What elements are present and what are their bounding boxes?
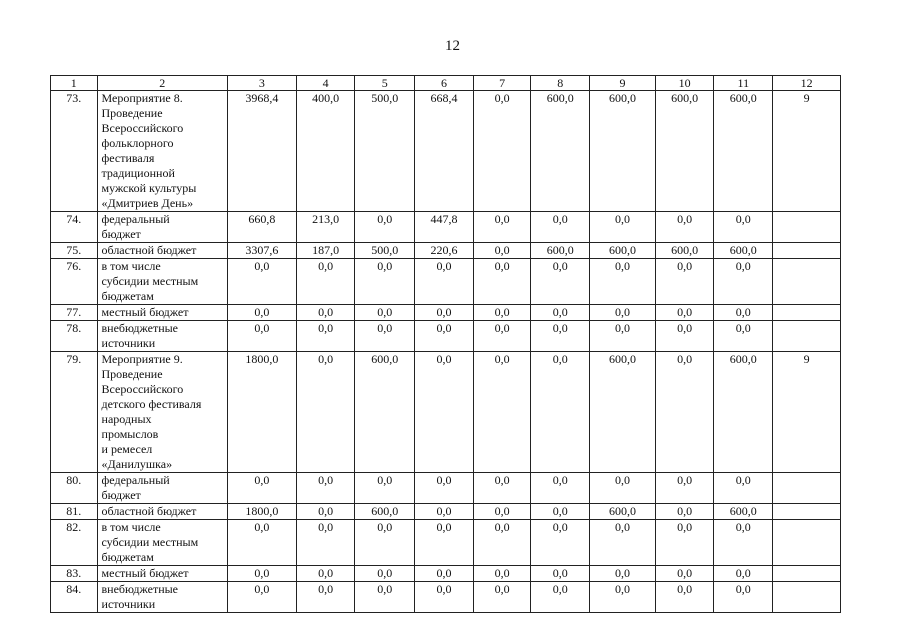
row-name <box>97 352 227 473</box>
value-cell: 0,0 <box>590 566 656 582</box>
row-number: 82. <box>51 520 98 566</box>
value-cell: 0,0 <box>296 352 355 473</box>
value-cell: 0,0 <box>415 352 474 473</box>
column-header: 3 <box>228 76 297 91</box>
table-row <box>51 566 841 582</box>
value-cell: 0,0 <box>228 473 297 504</box>
row-number: 84. <box>51 582 98 613</box>
column-12-cell <box>773 243 841 259</box>
column-12-cell <box>773 504 841 520</box>
value-cell: 0,0 <box>714 212 773 243</box>
value-cell: 0,0 <box>714 259 773 305</box>
row-name-line: народных <box>101 412 152 426</box>
value-cell: 0,0 <box>296 566 355 582</box>
value-cell: 0,0 <box>473 352 531 473</box>
value-cell: 0,0 <box>228 305 297 321</box>
value-cell: 668,4 <box>415 91 474 212</box>
column-12-cell <box>773 473 841 504</box>
row-name-line: Проведение <box>101 106 163 120</box>
value-cell: 600,0 <box>531 91 590 212</box>
row-number: 76. <box>51 259 98 305</box>
table-row <box>51 91 841 212</box>
row-name <box>97 321 227 352</box>
value-cell: 0,0 <box>355 473 415 504</box>
row-name <box>97 566 227 582</box>
value-cell: 1800,0 <box>228 504 297 520</box>
value-cell: 0,0 <box>655 352 714 473</box>
value-cell: 220,6 <box>415 243 474 259</box>
row-name-line: местный бюджет <box>101 305 189 319</box>
page-number: 12 <box>445 38 460 54</box>
value-cell: 0,0 <box>355 582 415 613</box>
column-header: 7 <box>473 76 531 91</box>
value-cell: 0,0 <box>296 520 355 566</box>
value-cell: 0,0 <box>590 473 656 504</box>
value-cell: 600,0 <box>655 243 714 259</box>
row-number: 73. <box>51 91 98 212</box>
row-number: 77. <box>51 305 98 321</box>
row-name-line: Всероссийского <box>101 382 184 396</box>
table-row <box>51 212 841 243</box>
row-name-line: внебюджетные <box>101 582 179 596</box>
row-name <box>97 305 227 321</box>
value-cell: 0,0 <box>531 566 590 582</box>
value-cell: 0,0 <box>473 91 531 212</box>
value-cell: 0,0 <box>590 259 656 305</box>
table-row <box>51 305 841 321</box>
row-name-line: бюджетам <box>101 289 154 303</box>
value-cell: 0,0 <box>531 305 590 321</box>
value-cell: 447,8 <box>415 212 474 243</box>
column-12-cell <box>773 520 841 566</box>
row-name-line: мужской культуры <box>101 181 197 195</box>
value-cell: 0,0 <box>714 520 773 566</box>
value-cell: 600,0 <box>714 243 773 259</box>
row-number: 79. <box>51 352 98 473</box>
value-cell: 0,0 <box>531 582 590 613</box>
row-name-line: традиционной <box>101 166 175 180</box>
column-header: 10 <box>655 76 714 91</box>
value-cell: 3968,4 <box>228 91 297 212</box>
value-cell: 0,0 <box>415 504 474 520</box>
table-row <box>51 321 841 352</box>
row-name-line: местный бюджет <box>101 566 189 580</box>
value-cell: 187,0 <box>296 243 355 259</box>
value-cell: 600,0 <box>590 243 656 259</box>
value-cell: 0,0 <box>590 321 656 352</box>
row-name-line: федеральный <box>101 473 170 487</box>
value-cell: 0,0 <box>473 473 531 504</box>
column-12-cell <box>773 259 841 305</box>
value-cell: 600,0 <box>590 352 656 473</box>
value-cell: 0,0 <box>415 520 474 566</box>
value-cell: 0,0 <box>655 473 714 504</box>
row-name-line: источники <box>101 336 156 350</box>
value-cell: 0,0 <box>590 212 656 243</box>
column-header: 6 <box>415 76 474 91</box>
value-cell: 0,0 <box>473 566 531 582</box>
row-name <box>97 520 227 566</box>
value-cell: 0,0 <box>415 305 474 321</box>
value-cell: 213,0 <box>296 212 355 243</box>
column-header: 8 <box>531 76 590 91</box>
row-name-line: фестиваля <box>101 151 155 165</box>
value-cell: 0,0 <box>228 520 297 566</box>
column-12-cell <box>773 566 841 582</box>
value-cell: 0,0 <box>531 212 590 243</box>
value-cell: 0,0 <box>655 520 714 566</box>
value-cell: 0,0 <box>531 352 590 473</box>
row-name-line: субсидии местным <box>101 535 199 549</box>
column-header: 1 <box>51 76 98 91</box>
row-name <box>97 473 227 504</box>
value-cell: 0,0 <box>714 321 773 352</box>
value-cell: 0,0 <box>296 305 355 321</box>
value-cell: 0,0 <box>531 259 590 305</box>
column-12-cell <box>773 582 841 613</box>
row-name-line: Всероссийского <box>101 121 184 135</box>
table-body <box>51 91 841 613</box>
row-number: 75. <box>51 243 98 259</box>
value-cell: 0,0 <box>228 321 297 352</box>
row-number: 80. <box>51 473 98 504</box>
value-cell: 600,0 <box>714 91 773 212</box>
value-cell: 0,0 <box>355 321 415 352</box>
value-cell: 500,0 <box>355 243 415 259</box>
row-name <box>97 212 227 243</box>
row-name-line: областной бюджет <box>101 504 197 518</box>
row-name-line: промыслов <box>101 427 159 441</box>
row-name-line: Мероприятие 9. <box>101 352 183 366</box>
value-cell: 0,0 <box>473 520 531 566</box>
column-12-cell <box>773 212 841 243</box>
row-name-line: «Данилушка» <box>101 457 173 471</box>
row-name-line: областной бюджет <box>101 243 197 257</box>
row-name <box>97 582 227 613</box>
row-number: 78. <box>51 321 98 352</box>
column-header: 2 <box>97 76 227 91</box>
value-cell: 400,0 <box>296 91 355 212</box>
value-cell: 0,0 <box>415 566 474 582</box>
value-cell: 0,0 <box>655 504 714 520</box>
value-cell: 0,0 <box>296 504 355 520</box>
value-cell: 0,0 <box>296 259 355 305</box>
value-cell: 0,0 <box>228 259 297 305</box>
value-cell: 600,0 <box>714 504 773 520</box>
table-row <box>51 243 841 259</box>
value-cell: 0,0 <box>714 473 773 504</box>
row-name <box>97 91 227 212</box>
column-header: 11 <box>714 76 773 91</box>
column-12-cell: 9 <box>773 352 841 473</box>
value-cell: 0,0 <box>531 504 590 520</box>
value-cell: 0,0 <box>228 566 297 582</box>
value-cell: 0,0 <box>355 212 415 243</box>
value-cell: 0,0 <box>655 566 714 582</box>
value-cell: 0,0 <box>714 305 773 321</box>
value-cell: 0,0 <box>473 321 531 352</box>
column-header: 12 <box>773 76 841 91</box>
value-cell: 0,0 <box>473 582 531 613</box>
row-name-line: и ремесел <box>101 442 153 456</box>
value-cell: 0,0 <box>655 212 714 243</box>
value-cell: 500,0 <box>355 91 415 212</box>
row-name-line: субсидии местным <box>101 274 199 288</box>
row-name-line: детского фестиваля <box>101 397 202 411</box>
table-row <box>51 473 841 504</box>
value-cell: 0,0 <box>531 520 590 566</box>
value-cell: 600,0 <box>714 352 773 473</box>
value-cell: 0,0 <box>473 212 531 243</box>
value-cell: 0,0 <box>655 582 714 613</box>
value-cell: 600,0 <box>590 504 656 520</box>
value-cell: 0,0 <box>473 305 531 321</box>
row-name-line: в том числе <box>101 259 161 273</box>
row-name-line: источники <box>101 597 156 611</box>
row-number: 83. <box>51 566 98 582</box>
row-name-line: бюджетам <box>101 550 154 564</box>
table-row <box>51 352 841 473</box>
value-cell: 0,0 <box>714 566 773 582</box>
value-cell: 0,0 <box>590 305 656 321</box>
row-name-line: федеральный <box>101 212 170 226</box>
value-cell: 0,0 <box>415 473 474 504</box>
column-12-cell: 9 <box>773 91 841 212</box>
row-name <box>97 504 227 520</box>
value-cell: 0,0 <box>355 520 415 566</box>
row-name-line: в том числе <box>101 520 161 534</box>
value-cell: 660,8 <box>228 212 297 243</box>
column-12-cell <box>773 305 841 321</box>
row-name-line: бюджет <box>101 227 141 241</box>
row-name-line: Проведение <box>101 367 163 381</box>
value-cell: 0,0 <box>655 259 714 305</box>
value-cell: 0,0 <box>655 321 714 352</box>
row-name-line: фольклорного <box>101 136 174 150</box>
row-number: 74. <box>51 212 98 243</box>
column-header: 9 <box>590 76 656 91</box>
value-cell: 0,0 <box>228 582 297 613</box>
value-cell: 600,0 <box>531 243 590 259</box>
header-row <box>51 76 841 91</box>
row-name-line: бюджет <box>101 488 141 502</box>
row-name <box>97 259 227 305</box>
table-row <box>51 504 841 520</box>
value-cell: 0,0 <box>355 566 415 582</box>
value-cell: 0,0 <box>355 259 415 305</box>
value-cell: 0,0 <box>415 582 474 613</box>
row-name-line: Мероприятие 8. <box>101 91 183 105</box>
value-cell: 0,0 <box>296 582 355 613</box>
value-cell: 0,0 <box>590 520 656 566</box>
value-cell: 0,0 <box>355 305 415 321</box>
value-cell: 0,0 <box>473 243 531 259</box>
row-number: 81. <box>51 504 98 520</box>
value-cell: 0,0 <box>415 259 474 305</box>
value-cell: 600,0 <box>355 504 415 520</box>
value-cell: 3307,6 <box>228 243 297 259</box>
budget-table <box>50 75 841 613</box>
column-12-cell <box>773 321 841 352</box>
value-cell: 1800,0 <box>228 352 297 473</box>
value-cell: 600,0 <box>355 352 415 473</box>
value-cell: 0,0 <box>531 473 590 504</box>
value-cell: 0,0 <box>655 305 714 321</box>
table-row <box>51 520 841 566</box>
value-cell: 600,0 <box>590 91 656 212</box>
row-name <box>97 243 227 259</box>
value-cell: 0,0 <box>473 504 531 520</box>
row-name-line: «Дмитриев День» <box>101 196 194 210</box>
value-cell: 600,0 <box>655 91 714 212</box>
table-row <box>51 259 841 305</box>
value-cell: 0,0 <box>296 473 355 504</box>
value-cell: 0,0 <box>531 321 590 352</box>
row-name-line: внебюджетные <box>101 321 179 335</box>
column-header: 4 <box>296 76 355 91</box>
value-cell: 0,0 <box>415 321 474 352</box>
column-header: 5 <box>355 76 415 91</box>
value-cell: 0,0 <box>473 259 531 305</box>
value-cell: 0,0 <box>590 582 656 613</box>
value-cell: 0,0 <box>714 582 773 613</box>
table-row <box>51 582 841 613</box>
value-cell: 0,0 <box>296 321 355 352</box>
